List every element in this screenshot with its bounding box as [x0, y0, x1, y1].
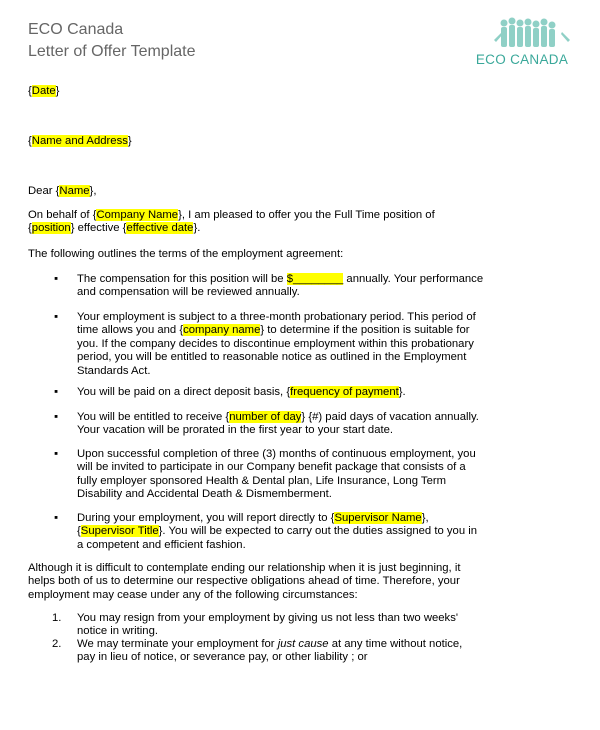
vacation-text-1: You will be entitled to receive { [77, 411, 230, 423]
reporting-text-2: }, [421, 512, 429, 524]
salutation-suffix: , [93, 185, 97, 197]
company-name-placeholder-2: company name [183, 324, 261, 337]
intro-text-3: } effective { [70, 222, 127, 235]
bullet-marker: ▪ [54, 411, 59, 423]
vacation-days-placeholder: number of day [229, 411, 302, 423]
company-name-placeholder: Company Name [96, 209, 179, 221]
benefits-text-3: fully employer sponsored Health & Dental plan, Life Insurance, Long Term [77, 474, 447, 487]
resign-text-2: notice in writing. [77, 625, 158, 638]
name-address-placeholder: Name and Address [31, 135, 128, 147]
bullet-marker: ▪ [54, 311, 59, 323]
name-address-line: {Name and Address} [28, 135, 132, 147]
just-cause-text: just cause [277, 638, 329, 650]
bullet-reporting: During your employment, you will report directly to {Supervisor Name}, {Supervisor Title}. You will be expected to carry out the duties assigned to you in a competent and efficient fashion. [77, 512, 576, 552]
reporting-text-1: During your employment, you will report directly to { [77, 512, 335, 524]
vacation-text-3: Your vacation will be prorated in the first year to your start date. [77, 424, 394, 437]
bullet-marker: ▪ [54, 448, 59, 460]
bullet-compensation [77, 273, 576, 300]
bullet-probation [77, 311, 576, 378]
comp-text-2: annually. Your performance [343, 273, 484, 285]
deposit-text-1: You will be paid on a direct deposit basis, { [77, 386, 291, 398]
probation-text-4: you. If the company decides to discontinue employment within this probationary [77, 337, 474, 350]
closing-line-3: employment may cease under any of the following circumstances: [28, 588, 358, 601]
org-name: ECO Canada [28, 21, 124, 38]
bullet-vacation [77, 411, 576, 438]
probation-text-1: Your employment is subject to a three-month probationary period. This period of [77, 311, 476, 323]
numbered-item-terminate [77, 638, 576, 665]
list-number: 2. [52, 638, 62, 650]
logo-text: ECO CANADA [475, 52, 569, 67]
comp-text-3: and compensation will be reviewed annually. [77, 286, 300, 299]
closing-line-1: Although it is difficult to contemplate ending our relationship when it is just beginning, it [28, 562, 461, 574]
terms-heading: The following outlines the terms of the employment agreement: [28, 248, 344, 260]
terminate-text-1: We may terminate your employment for [77, 638, 278, 650]
payment-frequency-placeholder: frequency of payment [290, 386, 399, 398]
intro-text-2: }, I am pleased to offer you the Full Time position of [178, 209, 435, 221]
salary-amount-placeholder: $________ [286, 273, 344, 285]
benefits-text-2: will be invited to participate in our Company benefit package that consists of a [77, 461, 466, 474]
eco-canada-logo [466, 14, 578, 70]
recipient-name-placeholder: Name [59, 185, 90, 197]
terminate-text-3: pay in lieu of notice, or severance pay, or other liability ; or [77, 651, 368, 664]
reporting-text-4: a competent and efficient fashion. [77, 538, 246, 551]
effective-date-placeholder: effective date [126, 222, 194, 235]
closing-line-2: helps both of us to determine our respective obligations ahead of time. Therefore, your [28, 575, 460, 588]
salutation: Dear {Name}, [28, 185, 97, 197]
resign-text-1: You may resign from your employment by giving us not less than two weeks' [77, 612, 458, 624]
probation-text-5: period, you will be entitled to reasonable notice as outlined in the Employment [77, 351, 467, 364]
deposit-text-2: }. [398, 386, 406, 398]
probation-text-6: Standards Act. [77, 364, 151, 377]
date-line: {Date} [28, 85, 60, 97]
supervisor-title-placeholder: Supervisor Title [80, 525, 159, 538]
bullet-benefits [77, 448, 576, 502]
salutation-prefix: Dear [28, 185, 56, 197]
vacation-text-2: } {#) paid days of vacation annually. [301, 411, 479, 423]
reporting-text-3: }. You will be expected to carry out the duties assigned to you in [158, 525, 478, 538]
benefits-text-4: Disability and Accidental Death & Dismemberment. [77, 488, 332, 501]
intro-text-1: On behalf of [28, 209, 93, 221]
position-placeholder: position [31, 222, 71, 235]
terminate-text-2: at any time without notice, [328, 638, 463, 650]
bullet-marker: ▪ [54, 273, 59, 285]
intro-text-4: }. [193, 222, 201, 235]
probation-text-3: } to determine if the position is suitable for [260, 324, 470, 337]
probation-text-2: time allows you and { [77, 324, 184, 337]
bullet-marker: ▪ [54, 386, 59, 398]
supervisor-name-placeholder: Supervisor Name [334, 512, 422, 524]
intro-paragraph: On behalf of {Company Name}, I am pleased to offer you the Full Time position of {position} effective {effective date}. [28, 209, 435, 235]
bullet-deposit [77, 386, 576, 399]
people-group-icon [466, 14, 578, 54]
numbered-item-resign [77, 612, 576, 639]
document-title: Letter of Offer Template [28, 43, 196, 60]
closing-paragraph [28, 562, 576, 602]
comp-text-1: The compensation for this position will be [77, 273, 287, 285]
bullet-marker: ▪ [54, 512, 59, 524]
list-number: 1. [52, 612, 62, 624]
benefits-text-1: Upon successful completion of three (3) months of continuous employment, you [77, 448, 476, 460]
date-placeholder: Date [31, 85, 56, 97]
